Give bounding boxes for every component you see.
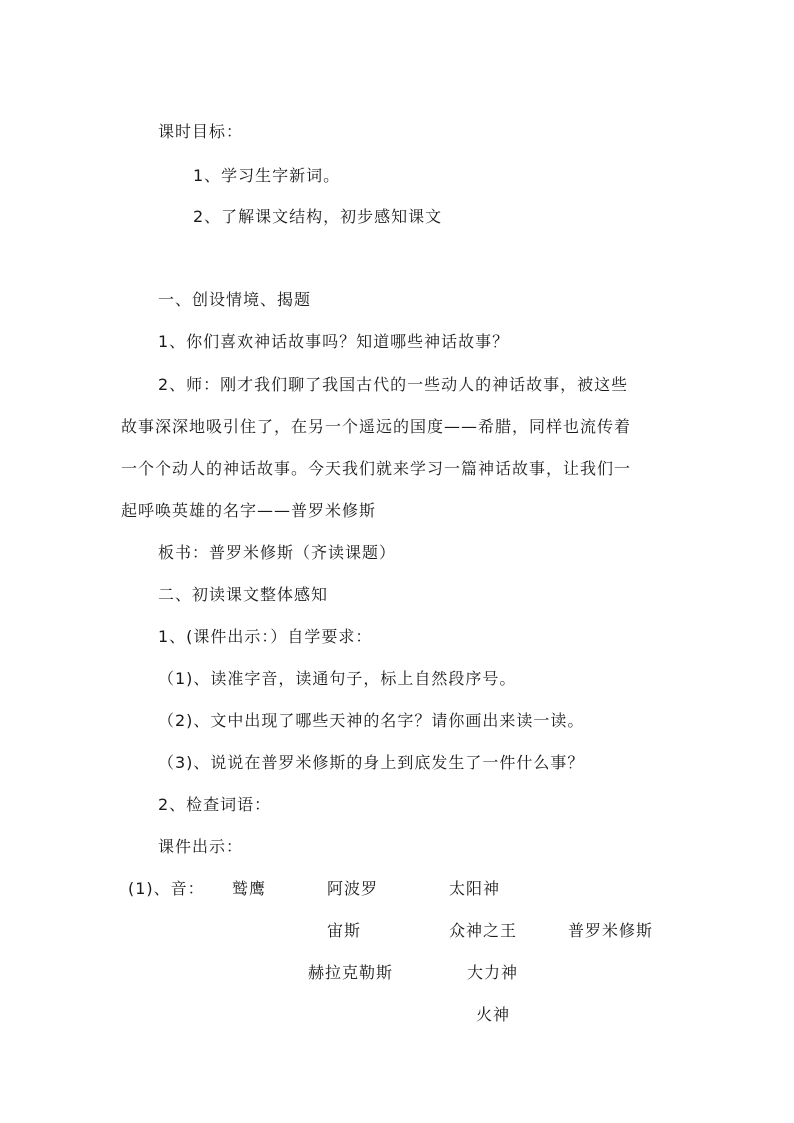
word-item: 赫拉克勒斯	[308, 963, 394, 982]
section1-question-1: 1、你们喜欢神话故事吗？知道哪些神话故事？	[158, 332, 510, 351]
word-item: 火神	[476, 1005, 511, 1024]
section1-question-2-line-1: 2、师：刚才我们聊了我国古代的一些动人的神话故事，被这些	[158, 375, 629, 394]
section1-question-2-line-3: 一个个动人的神话故事。今天我们就来学习一篇神话故事，让我们一	[121, 459, 632, 478]
objectives-heading: 课时目标：	[158, 122, 244, 141]
words-label: (1)、音：	[128, 879, 205, 898]
board-writing: 板书：普罗米修斯（齐读课题）	[158, 543, 397, 562]
section1-heading: 一、创设情境、揭题	[158, 290, 312, 309]
word-item: 众神之王	[449, 921, 518, 940]
objective-item-1: 1、学习生字新词。	[193, 166, 341, 185]
section2-heading: 二、初读课文整体感知	[158, 585, 329, 604]
word-item: 大力神	[467, 963, 519, 982]
section1-question-2-line-2: 故事深深地吸引住了，在另一个遥远的国度——希腊，同样也流传着	[121, 417, 632, 436]
objective-item-2: 2、了解课文结构，初步感知课文	[193, 207, 443, 226]
requirement-3: （3)、说说在普罗米修斯的身上到底发生了一件什么事？	[158, 753, 585, 772]
word-item: 阿波罗	[327, 879, 379, 898]
word-item: 宙斯	[327, 921, 362, 940]
word-item: 普罗米修斯	[568, 921, 654, 940]
section2-step-2: 2、检查词语：	[158, 795, 272, 814]
requirement-2: （2)、文中出现了哪些天神的名字？请你画出来读一读。	[158, 711, 585, 730]
courseware-label: 课件出示：	[158, 837, 244, 856]
word-item: 太阳神	[449, 879, 501, 898]
requirement-1: （1)、读准字音，读通句子，标上自然段序号。	[158, 669, 517, 688]
section2-step-1: 1、(课件出示：）自学要求：	[158, 627, 373, 646]
word-item: 鹫鹰	[232, 879, 267, 898]
section1-question-2-line-4: 起呼唤英雄的名字——普罗米修斯	[121, 501, 377, 520]
